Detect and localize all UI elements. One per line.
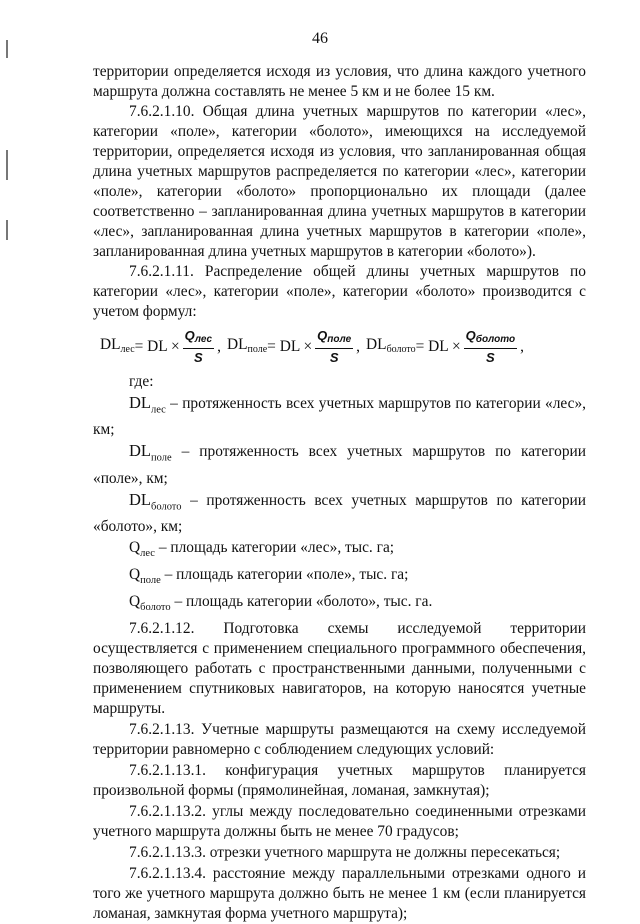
formula-dl-les: $DL_{лес}$ [100, 335, 135, 355]
paragraph-7-6-2-1-13: 7.6.2.1.13. Учетные маршруты размещаются на схему исследуемой территории равномерно с соблюдением следующих условий: [93, 721, 586, 759]
paragraph-7-6-2-1-13-4: 7.6.2.1.13.4. расстояние между параллельными отрезками одного и того же учетного маршрута должно быть не менее 1 км (если планируется ломаная, замкнутая форма учетного маршрута); [93, 865, 586, 923]
paragraph-7-6-2-1-13-3: 7.6.2.1.13.3. отрезки учетного маршрута не должны пересекаться; [129, 844, 561, 862]
definition-dl-boloto: $DL_{болото}$ – протяженность всех учетных маршрутов по категории «болото», км; [93, 489, 586, 535]
scan-edge-mark [6, 150, 8, 180]
definition-dl-les: $DL_{лес}$ – протяженность всех учетных маршрутов по категории «лес», км; [93, 393, 586, 439]
paragraph-7-6-2-1-13-1: 7.6.2.1.13.1. конфигурация учетных маршрутов планируется произвольной формы (прямолинейная, ломаная, замкнутая); [93, 762, 586, 800]
paragraph-7-6-2-1-13-2: 7.6.2.1.13.2. углы между последовательно соединенными отрезками учетного маршрута должны быть не менее 70 градусов; [93, 803, 586, 841]
fraction-boloto: $\frac{Q_{болото}}{S}$ [465, 328, 516, 365]
formula-operator: = DL × [134, 338, 180, 355]
paragraph-continuation: территории определяется исходя из условия, что длина каждого учетного маршрута должна составлять не менее 5 км и не более 15 км. [93, 63, 586, 100]
definition-q-pole: $Q_{поле}$ – площадь категории «поле», тыс. га; [129, 565, 409, 587]
where-label: где: [129, 373, 154, 390]
formula-line: $DL_{лес}$ = DL × $\frac{Q_{лес}}{S}$ , $DL_{поле}$ = DL × $\frac{Q_{поле}}{S}$ , $DL_{болото}$ = DL × $\frac{Q_{болото}}{S}$ , [100, 328, 524, 365]
fraction-les: $\frac{Q_{лес}}{S}$ [184, 328, 213, 365]
formula-dl-pole: $DL_{поле}$ [226, 335, 268, 355]
definition-q-les: $Q_{лес}$ – площадь категории «лес», тыс. га; [129, 538, 395, 559]
paragraph-7-6-2-1-11: 7.6.2.1.11. Распределение общей длины учетных маршрутов по категории «лес», категории «поле», категории «болото» производится с учетом формул: [93, 263, 586, 320]
paragraph-7-6-2-1-12: 7.6.2.1.12. Подготовка схемы исследуемой территории осуществляется с применением специального программного обеспечения, позволяющего работать с пространственными данными, полученными с применением спутниковых навигаторов, на которую наносятся учетные маршруты. [93, 620, 586, 718]
definition-q-boloto: $Q_{болото}$ – площадь категории «болото», тыс. га. [129, 593, 433, 614]
document-body [93, 62, 586, 924]
fraction-pole: $\frac{Q_{поле}}{S}$ [317, 328, 352, 365]
formula-dl-boloto: $DL_{болото}$ [366, 335, 416, 355]
scan-edge-mark [6, 220, 8, 240]
formula-operator: = DL × [267, 338, 313, 355]
page-number: 46 [312, 30, 328, 47]
formula-operator: = DL × [415, 338, 461, 355]
paragraph-7-6-2-1-10: 7.6.2.1.10. Общая длина учетных маршрутов по категории «лес», категории «поле», категории «болото», имеющихся на исследуемой территории, определяется исходя из условия, что запланированная общая длина учетных маршрутов распределяется по категории «лес», категории «поле», категории «болото» пропорционально их площади (далее соответственно – запланированная длина учетных маршрутов в категории «лес», запланированная длина учетных маршрутов в категории «поле», запланированная длина учетных маршрутов в категории «болото»). [93, 103, 586, 260]
definition-dl-pole: $DL_{поле}$ – протяженность всех учетных маршрутов по категории «поле», км; [93, 441, 586, 487]
